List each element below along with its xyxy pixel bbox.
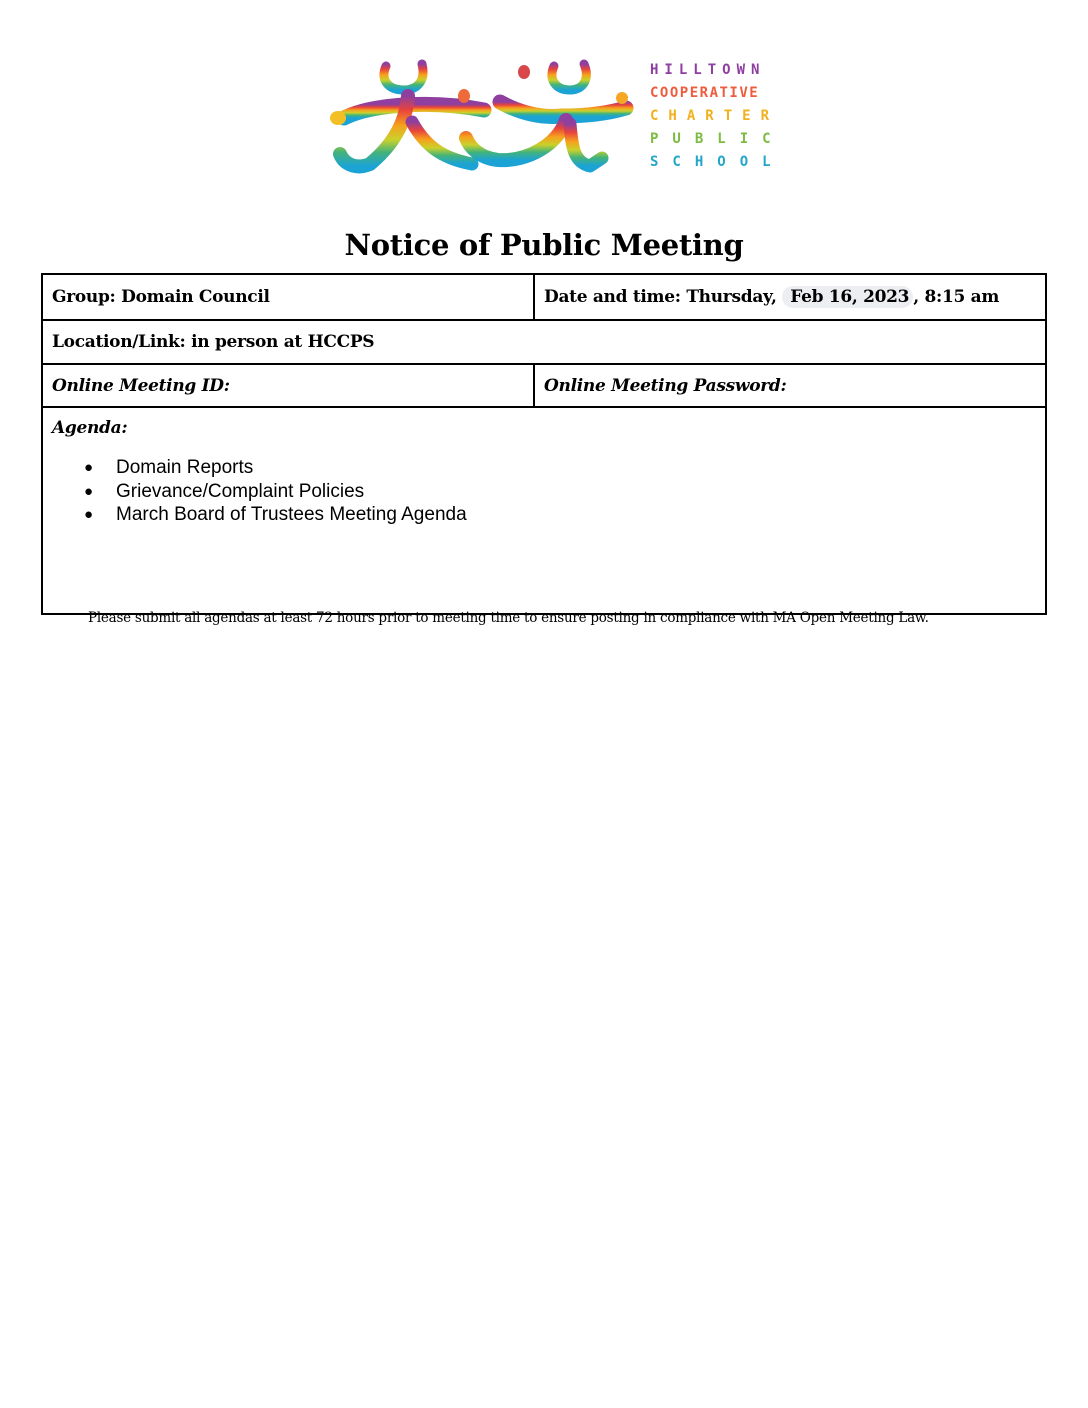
datetime-cell	[534, 274, 1046, 320]
meeting-id-cell	[42, 364, 534, 407]
school-logo-icon	[322, 52, 792, 182]
agenda-item: ● Domain Reports	[116, 456, 1036, 480]
meeting-password-label: Online Meeting Password:	[544, 375, 787, 396]
agenda-item: ● March Board of Trustees Meeting Agenda	[116, 503, 1036, 527]
location-text: Location/Link: in person at HCCPS	[52, 332, 375, 352]
logo-line-3: CHARTER	[650, 108, 780, 124]
logo-line-2: COOPERATIVE	[650, 85, 760, 101]
agenda-label: Agenda:	[52, 418, 128, 438]
meeting-password-cell	[534, 364, 1046, 407]
agenda-item: ● Grievance/Complaint Policies	[116, 480, 1036, 504]
date-text: Feb 16, 2023	[790, 287, 910, 307]
logo-line-5: SCHOOL	[650, 154, 785, 170]
meeting-notice-table	[41, 273, 1047, 615]
date-chip[interactable]	[782, 286, 913, 308]
page-title: Notice of Public Meeting	[344, 228, 744, 262]
location-cell	[42, 320, 1046, 364]
meeting-id-label: Online Meeting ID:	[52, 375, 230, 396]
school-logo	[322, 52, 792, 182]
group-cell	[42, 274, 534, 320]
agenda-cell	[42, 407, 1046, 614]
group-text: Group: Domain Council	[52, 287, 270, 307]
logo-line-1: HILLTOWN	[650, 62, 766, 78]
agenda-list	[52, 456, 1036, 527]
time-text: , 8:15 am	[913, 287, 1000, 307]
datetime-prefix: Date and time: Thursday,	[544, 287, 777, 307]
footer-note: Please submit all agendas at least 72 hours prior to meeting time to ensure posting in compliance with MA Open Meeting Law.	[88, 610, 929, 626]
logo-line-4: PUBLIC	[650, 131, 785, 147]
